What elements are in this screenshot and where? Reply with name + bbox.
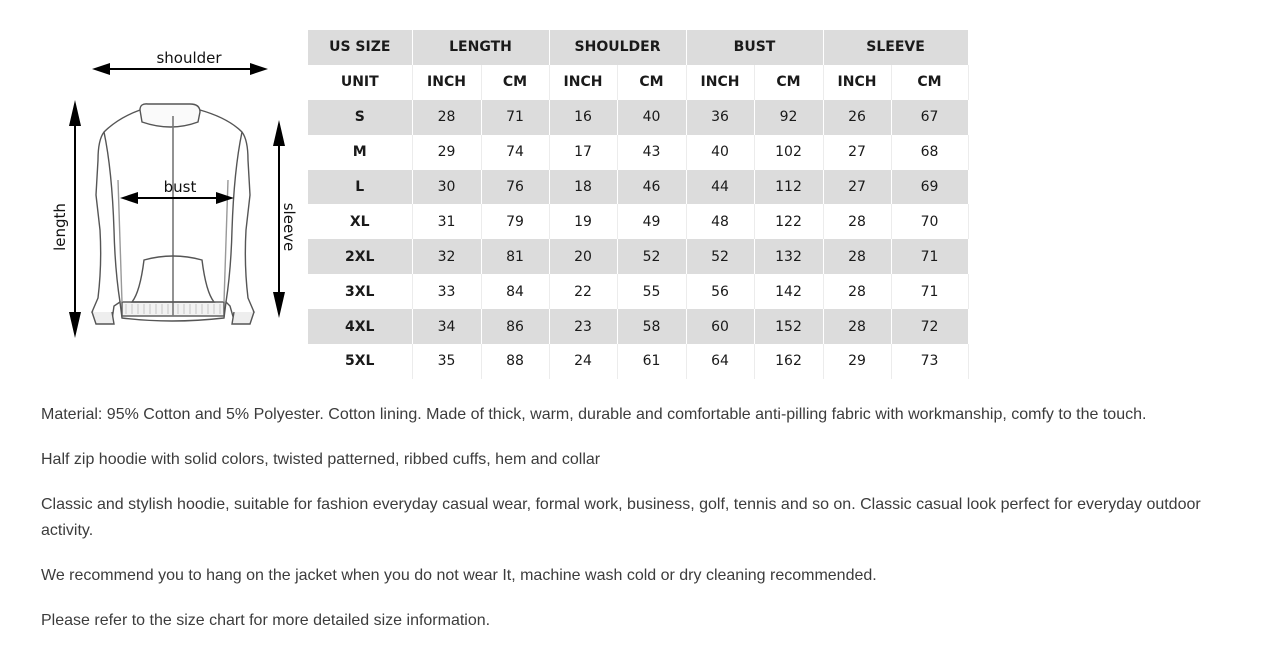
header-length-cm: CM (481, 65, 549, 100)
cell-sleeve-inch: 28 (823, 239, 891, 274)
length-label: length (51, 203, 69, 251)
cell-length-inch: 29 (412, 135, 481, 170)
cell-sleeve-inch: 27 (823, 170, 891, 205)
cell-shoulder-cm: 46 (617, 170, 686, 205)
cell-bust-inch: 52 (686, 239, 754, 274)
shoulder-label: shoulder (156, 49, 222, 67)
jacket-outline (92, 104, 254, 324)
cell-shoulder-cm: 43 (617, 135, 686, 170)
cell-size: 4XL (308, 309, 412, 344)
table-row (308, 135, 968, 170)
cell-shoulder-inch: 20 (549, 239, 617, 274)
cell-size: 5XL (308, 344, 412, 379)
cell-sleeve-cm: 68 (891, 135, 968, 170)
cell-length-cm: 88 (481, 344, 549, 379)
cell-bust-inch: 60 (686, 309, 754, 344)
header-shoulder: SHOULDER (549, 30, 686, 65)
cell-shoulder-cm: 58 (617, 309, 686, 344)
cell-sleeve-inch: 26 (823, 100, 891, 135)
material-paragraph: Material: 95% Cotton and 5% Polyester. Cotton lining. Made of thick, warm, durable and comfortable anti-pilling fabric with workmanship, comfy to the touch. (41, 406, 1147, 423)
cell-length-inch: 33 (412, 274, 481, 309)
cell-shoulder-inch: 23 (549, 309, 617, 344)
cell-bust-inch: 36 (686, 100, 754, 135)
product-description (41, 402, 1201, 653)
cell-shoulder-inch: 17 (549, 135, 617, 170)
cell-length-cm: 79 (481, 204, 549, 239)
cell-length-cm: 76 (481, 170, 549, 205)
cell-length-inch: 34 (412, 309, 481, 344)
cell-shoulder-inch: 24 (549, 344, 617, 379)
table-row (308, 309, 968, 344)
size-diagram (40, 30, 310, 360)
cell-sleeve-cm: 70 (891, 204, 968, 239)
header-shoulder-cm: CM (617, 65, 686, 100)
cell-bust-cm: 102 (754, 135, 823, 170)
occasion-paragraph: Classic and stylish hoodie, suitable for fashion everyday casual wear, formal work, business, golf, tennis and so on. Classic casual look perfect for everyday outdoor activity. (41, 496, 1201, 539)
cell-shoulder-cm: 52 (617, 239, 686, 274)
cell-length-cm: 71 (481, 100, 549, 135)
cell-bust-inch: 44 (686, 170, 754, 205)
cell-sleeve-inch: 28 (823, 274, 891, 309)
cell-bust-cm: 132 (754, 239, 823, 274)
cell-length-inch: 28 (412, 100, 481, 135)
table-row (308, 100, 968, 135)
bust-label: bust (163, 178, 197, 196)
cell-shoulder-cm: 55 (617, 274, 686, 309)
cell-sleeve-inch: 29 (823, 344, 891, 379)
table-row (308, 274, 968, 309)
cell-bust-inch: 40 (686, 135, 754, 170)
cell-size: L (308, 170, 412, 205)
cell-bust-cm: 142 (754, 274, 823, 309)
sleeve-label: sleeve (280, 202, 298, 252)
cell-size: M (308, 135, 412, 170)
cell-length-cm: 74 (481, 135, 549, 170)
cell-sleeve-cm: 71 (891, 274, 968, 309)
table-row (308, 204, 968, 239)
header-sleeve-inch: INCH (823, 65, 891, 100)
cell-bust-inch: 56 (686, 274, 754, 309)
header-bust-cm: CM (754, 65, 823, 100)
style-paragraph: Half zip hoodie with solid colors, twisted patterned, ribbed cuffs, hem and collar (41, 451, 601, 468)
cell-shoulder-inch: 22 (549, 274, 617, 309)
cell-length-inch: 35 (412, 344, 481, 379)
cell-bust-cm: 92 (754, 100, 823, 135)
cell-shoulder-cm: 40 (617, 100, 686, 135)
cell-sleeve-inch: 27 (823, 135, 891, 170)
cell-length-cm: 81 (481, 239, 549, 274)
header-length-inch: INCH (412, 65, 481, 100)
table-row (308, 344, 968, 379)
cell-bust-cm: 112 (754, 170, 823, 205)
table-row (308, 239, 968, 274)
cell-bust-cm: 162 (754, 344, 823, 379)
cell-bust-cm: 122 (754, 204, 823, 239)
cell-bust-inch: 64 (686, 344, 754, 379)
cell-sleeve-cm: 71 (891, 239, 968, 274)
cell-shoulder-inch: 18 (549, 170, 617, 205)
cell-shoulder-cm: 61 (617, 344, 686, 379)
header-row-measurements (308, 30, 968, 65)
header-bust-inch: INCH (686, 65, 754, 100)
cell-shoulder-inch: 16 (549, 100, 617, 135)
header-unit: UNIT (308, 65, 412, 100)
cell-size: S (308, 100, 412, 135)
jacket-diagram-svg (40, 30, 310, 360)
cell-sleeve-cm: 73 (891, 344, 968, 379)
header-bust: BUST (686, 30, 823, 65)
header-us-size: US SIZE (308, 30, 412, 65)
table-row (308, 170, 968, 205)
cell-sleeve-cm: 72 (891, 309, 968, 344)
header-row-units (308, 65, 968, 100)
cell-size: 3XL (308, 274, 412, 309)
cell-length-inch: 31 (412, 204, 481, 239)
header-shoulder-inch: INCH (549, 65, 617, 100)
care-paragraph: We recommend you to hang on the jacket when you do not wear It, machine wash cold or dry cleaning recommended. (41, 567, 877, 584)
cell-size: XL (308, 204, 412, 239)
cell-length-inch: 32 (412, 239, 481, 274)
cell-bust-inch: 48 (686, 204, 754, 239)
header-sleeve-cm: CM (891, 65, 968, 100)
cell-shoulder-cm: 49 (617, 204, 686, 239)
cell-sleeve-cm: 69 (891, 170, 968, 205)
cell-sleeve-inch: 28 (823, 309, 891, 344)
cell-length-cm: 84 (481, 274, 549, 309)
cell-size: 2XL (308, 239, 412, 274)
cell-bust-cm: 152 (754, 309, 823, 344)
size-reference-paragraph: Please refer to the size chart for more detailed size information. (41, 612, 491, 629)
size-chart-table (308, 30, 969, 379)
header-length: LENGTH (412, 30, 549, 65)
cell-length-cm: 86 (481, 309, 549, 344)
cell-length-inch: 30 (412, 170, 481, 205)
header-sleeve: SLEEVE (823, 30, 968, 65)
cell-sleeve-cm: 67 (891, 100, 968, 135)
length-arrow (69, 100, 81, 338)
size-rows (308, 100, 968, 379)
cell-shoulder-inch: 19 (549, 204, 617, 239)
cell-sleeve-inch: 28 (823, 204, 891, 239)
